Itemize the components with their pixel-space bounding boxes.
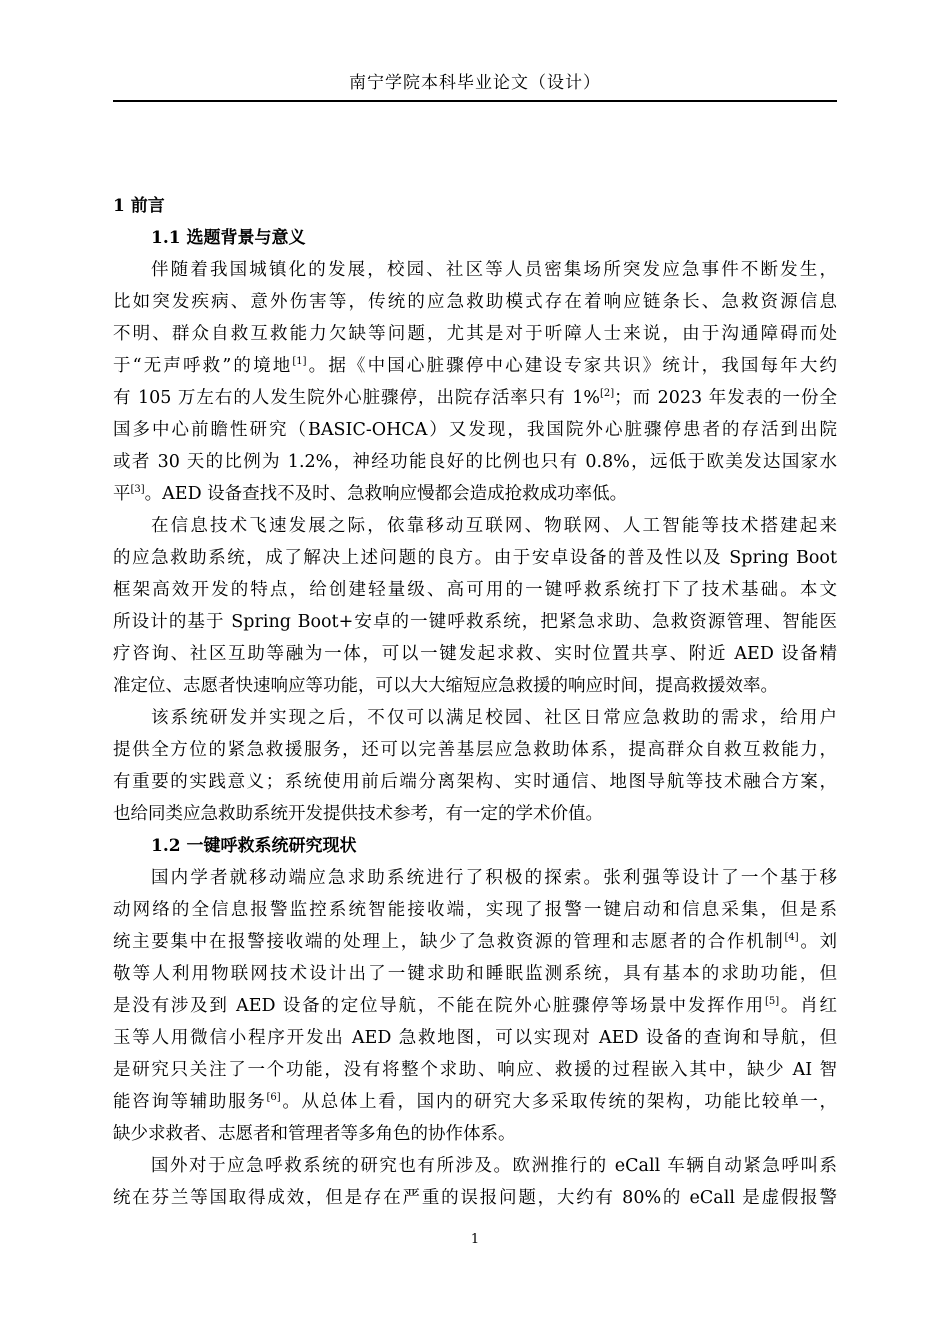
text-line: 动网络的全信息报警监控系统智能接收端，实现了报警一键启动和信息采集，但是系 — [113, 900, 837, 920]
text-line: 不明、群众自救互救能力欠缺等问题，尤其是对于听障人士来说，由于沟通障碍而处 — [113, 324, 837, 344]
text-segment: 于“无声呼救”的境地 — [113, 356, 293, 376]
paragraph-background-3 — [113, 702, 837, 830]
text-line: 国外对于应急呼救系统的研究也有所涉及。欧洲推行的 eCall 车辆自动紧急呼叫系 — [151, 1156, 837, 1176]
text-line: 在信息技术飞速发展之际，依靠移动互联网、物联网、人工智能等技术搭建起来 — [151, 516, 837, 536]
text-line: 准定位、志愿者快速响应等功能，可以大大缩短应急救援的响应时间，提高救援效率。 — [113, 676, 778, 696]
section-heading-1: 1 前言 — [113, 196, 165, 216]
text-line: 该系统研发并实现之后，不仅可以满足校园、社区日常应急救助的需求，给用户 — [151, 708, 837, 728]
text-line: 统在芬兰等国取得成效，但是存在严重的误报问题，大约有 80%的 eCall 是虚假报警 — [113, 1188, 837, 1208]
section-heading-1-1: 1.1 选题背景与意义 — [151, 228, 306, 248]
text-line: 玉等人用微信小程序开发出 AED 急救地图，可以实现对 AED 设备的查询和导航，但 — [113, 1028, 837, 1048]
paragraph-background-1 — [113, 254, 837, 510]
body-content — [113, 190, 837, 1214]
text-line — [113, 1086, 837, 1118]
text-line — [113, 350, 837, 382]
paragraph-status-1 — [113, 862, 837, 1150]
text-segment: 有 105 万左右的人发生院外心脏骤停，出院存活率只有 1% — [113, 388, 600, 408]
text-segment: 统主要集中在报警接收端的处理上，缺少了急救资源的管理和志愿者的合作机制 — [113, 932, 785, 952]
text-segment: 。据《中国心脏骤停中心建设专家共识》统计，我国每年大约 — [306, 356, 837, 376]
text-line: 国多中心前瞻性研究（BASIC-OHCA）又发现，我国院外心脏骤停患者的存活到出院 — [113, 420, 837, 440]
citation-ref: [2] — [600, 388, 615, 400]
text-line — [113, 382, 837, 414]
text-line: 伴随着我国城镇化的发展，校园、社区等人员密集场所突发应急事件不断发生， — [151, 260, 837, 280]
citation-ref: [3] — [130, 484, 145, 496]
citation-ref: [5] — [764, 996, 780, 1008]
header-rule — [113, 100, 837, 102]
text-segment: 。从总体上看，国内的研究大多采取传统的架构，功能比较单一， — [280, 1092, 837, 1112]
text-line: 缺少求救者、志愿者和管理者等多角色的协作体系。 — [113, 1124, 516, 1144]
paragraph-status-2 — [113, 1150, 837, 1214]
text-line: 敬等人利用物联网技术设计出了一键求助和睡眠监测系统，具有基本的求助功能，但 — [113, 964, 837, 984]
text-line: 所设计的基于 Spring Boot+安卓的一键呼救系统，把紧急求助、急救资源管理、智能医 — [113, 612, 837, 632]
citation-ref: [4] — [784, 932, 799, 944]
citation-ref: [1] — [292, 356, 307, 368]
text-line: 是研究只关注了一个功能，没有将整个求助、响应、救援的过程嵌入其中，缺少 AI 智 — [113, 1060, 837, 1080]
text-segment: 能咨询等辅助服务 — [113, 1092, 267, 1112]
running-header: 南宁学院本科毕业论文（设计） — [349, 73, 601, 93]
text-segment: 。AED 设备查找不及时、急救响应慢都会造成抢救成功率低。 — [144, 484, 628, 504]
text-line: 或者 30 天的比例为 1.2%，神经功能良好的比例也只有 0.8%，远低于欧美发达国家水 — [113, 452, 837, 472]
text-segment: ；而 2023 年发表的一份全 — [614, 388, 837, 408]
text-line: 有重要的实践意义；系统使用前后端分离架构、实时通信、地图导航等技术融合方案， — [113, 772, 837, 792]
text-line — [113, 926, 837, 958]
text-line: 比如突发疾病、意外伤害等，传统的应急救助模式存在着响应链条长、急救资源信息 — [113, 292, 837, 312]
text-line: 提供全方位的紧急救援服务，还可以完善基层应急救助体系，提高群众自救互救能力， — [113, 740, 837, 760]
text-line: 的应急救助系统，成了解决上述问题的良方。由于安卓设备的普及性以及 Spring Boot — [113, 548, 837, 568]
text-line: 国内学者就移动端应急求助系统进行了积极的探索。张利强等设计了一个基于移 — [151, 868, 837, 888]
text-line: 框架高效开发的特点，给创建轻量级、高可用的一键呼救系统打下了技术基础。本文 — [113, 580, 837, 600]
text-line: 疗咨询、社区互助等融为一体，可以一键发起求救、实时位置共享、附近 AED 设备精 — [113, 644, 837, 664]
text-line — [113, 478, 837, 510]
text-segment: 。肖红 — [779, 996, 837, 1016]
text-line: 也给同类应急救助系统开发提供技术参考，有一定的学术价值。 — [113, 804, 603, 824]
paragraph-background-2 — [113, 510, 837, 702]
citation-ref: [6] — [266, 1092, 281, 1104]
section-heading-1-2: 1.2 一键呼救系统研究现状 — [151, 836, 357, 856]
text-segment: 平 — [113, 484, 131, 504]
page-number: 1 — [470, 1232, 480, 1247]
text-segment: 是没有涉及到 AED 设备的定位导航，不能在院外心脏骤停等场景中发挥作用 — [113, 996, 765, 1016]
text-segment: 。刘 — [798, 932, 837, 952]
text-line — [113, 990, 837, 1022]
